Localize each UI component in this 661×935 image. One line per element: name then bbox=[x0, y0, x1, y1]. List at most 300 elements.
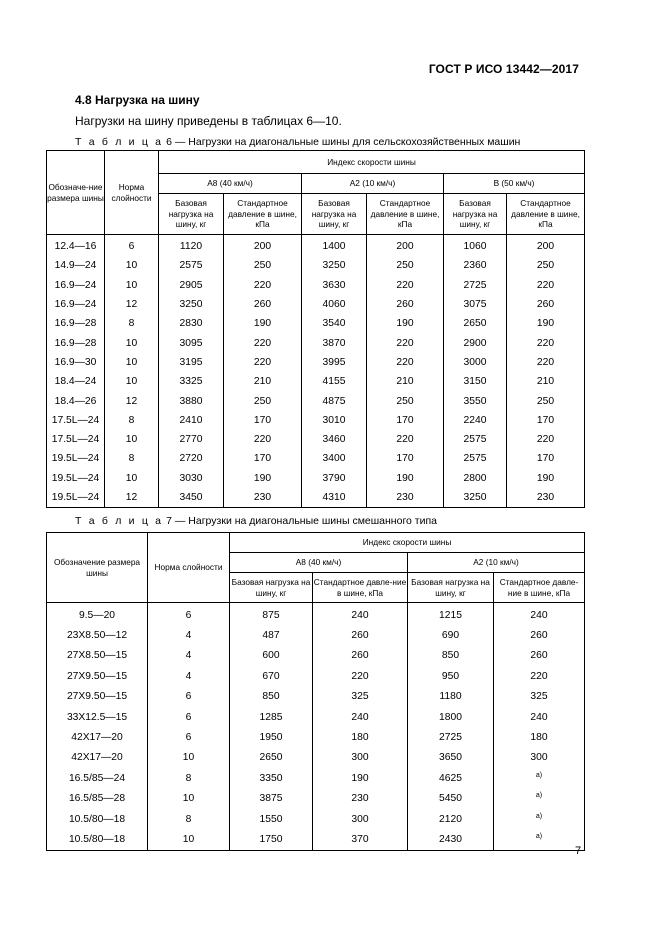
table-cell bbox=[159, 372, 224, 391]
table7-caption-prefix: Т а б л и ц а bbox=[75, 515, 164, 527]
cell-value: 10 bbox=[125, 434, 138, 446]
table-cell bbox=[313, 829, 408, 850]
table-row bbox=[47, 430, 585, 449]
cell-value: 4625 bbox=[439, 772, 462, 784]
table-cell bbox=[224, 235, 302, 257]
cell-value: 260 bbox=[351, 630, 369, 642]
cell-value: 325 bbox=[351, 691, 369, 703]
table-cell bbox=[313, 748, 408, 768]
cell-value: 600 bbox=[262, 650, 280, 662]
cell-value: 6 bbox=[128, 241, 135, 253]
table-cell bbox=[148, 603, 230, 626]
cell-value: 1215 bbox=[439, 609, 462, 621]
table-cell bbox=[159, 449, 224, 468]
table-row bbox=[47, 295, 585, 314]
table-cell bbox=[507, 411, 585, 430]
table-cell bbox=[159, 256, 224, 275]
table-row bbox=[47, 488, 585, 508]
cell-value: 2575 bbox=[463, 453, 487, 465]
table-cell bbox=[47, 256, 105, 275]
cell-value: 850 bbox=[441, 650, 460, 662]
table-cell bbox=[47, 488, 105, 508]
table-cell bbox=[444, 488, 507, 508]
table-cell bbox=[148, 727, 230, 747]
table-cell bbox=[494, 727, 585, 747]
footnote-mark: а) bbox=[535, 771, 543, 779]
cell-value: 260 bbox=[530, 650, 548, 662]
table-cell bbox=[444, 333, 507, 352]
table-cell bbox=[313, 789, 408, 809]
table-row bbox=[47, 276, 585, 295]
cell-value: 170 bbox=[253, 453, 272, 465]
table-cell bbox=[367, 430, 444, 449]
cell-value: 1400 bbox=[322, 241, 346, 253]
table-cell bbox=[47, 748, 148, 768]
table6-caption-text: 6 — Нагрузки на диагональные шины для сельскохозяйственных машин bbox=[163, 136, 521, 148]
footnote-mark: а) bbox=[535, 832, 543, 840]
cell-value: 487 bbox=[262, 630, 280, 642]
table-cell bbox=[408, 809, 494, 829]
table-cell bbox=[313, 625, 408, 645]
table-cell bbox=[367, 256, 444, 275]
table-cell bbox=[148, 625, 230, 645]
cell-value: 2830 bbox=[179, 318, 203, 330]
table-cell bbox=[494, 646, 585, 666]
table-cell bbox=[159, 353, 224, 372]
table6-speed-index-header: Индекс скорости шины bbox=[159, 151, 585, 174]
table-cell bbox=[105, 235, 159, 257]
cell-value: 10 bbox=[125, 376, 138, 388]
table-cell bbox=[224, 391, 302, 410]
table7-pressure-header: Стандартное давле-ние в шине, кПа bbox=[313, 573, 408, 603]
cell-value: 3630 bbox=[322, 279, 346, 291]
table-cell bbox=[367, 314, 444, 333]
table-cell bbox=[159, 333, 224, 352]
table7-speed-index-header: Индекс скорости шины bbox=[230, 533, 585, 553]
table-cell bbox=[148, 789, 230, 809]
cell-value: 6 bbox=[185, 691, 192, 703]
table-cell bbox=[47, 687, 148, 707]
table-cell bbox=[367, 276, 444, 295]
cell-value: 260 bbox=[396, 299, 414, 311]
table-cell bbox=[367, 411, 444, 430]
cell-value: 190 bbox=[351, 772, 369, 784]
cell-value: 250 bbox=[396, 395, 414, 407]
table-cell bbox=[159, 314, 224, 333]
table-cell bbox=[47, 314, 105, 333]
table-cell bbox=[367, 235, 444, 257]
cell-value: 1285 bbox=[259, 711, 283, 723]
table6-group-header: А2 (10 км/ч) bbox=[302, 174, 444, 194]
table7-caption bbox=[75, 515, 437, 527]
cell-value: 17.5L—24 bbox=[51, 414, 100, 426]
cell-value: 250 bbox=[253, 260, 272, 272]
cell-value: 170 bbox=[536, 453, 555, 465]
table-row bbox=[47, 748, 585, 768]
cell-value: 1180 bbox=[439, 691, 462, 703]
cell-value: 16.5/85—28 bbox=[68, 793, 126, 805]
table6-ply-header: Норма слойности bbox=[105, 151, 159, 235]
table-row bbox=[47, 646, 585, 666]
table-cell bbox=[367, 391, 444, 410]
cell-value: 210 bbox=[253, 376, 272, 388]
section-title: 4.8 Нагрузка на шину bbox=[75, 93, 200, 107]
table-cell bbox=[224, 469, 302, 488]
cell-value: 14.9—24 bbox=[54, 260, 97, 272]
table-row bbox=[47, 809, 585, 829]
table-cell bbox=[224, 353, 302, 372]
cell-value: 10.5/80—18 bbox=[68, 813, 126, 825]
table-cell bbox=[47, 603, 148, 626]
cell-value: 3195 bbox=[179, 356, 203, 368]
cell-value: 16.9—24 bbox=[54, 279, 97, 291]
table-row bbox=[47, 727, 585, 747]
table-cell bbox=[105, 295, 159, 314]
cell-value: 1950 bbox=[259, 732, 283, 744]
table-row bbox=[47, 256, 585, 275]
cell-value: 220 bbox=[396, 356, 414, 368]
table-cell bbox=[302, 411, 367, 430]
table-cell bbox=[367, 469, 444, 488]
table6-pressure-header: Стандартное давление в шине, кПа bbox=[224, 194, 302, 235]
cell-value: 3995 bbox=[322, 356, 346, 368]
table-row bbox=[47, 411, 585, 430]
table-cell bbox=[148, 707, 230, 727]
table-row bbox=[47, 707, 585, 727]
cell-value: 2725 bbox=[463, 279, 487, 291]
table-cell bbox=[494, 768, 585, 788]
table-cell bbox=[408, 687, 494, 707]
cell-value: 260 bbox=[253, 299, 272, 311]
cell-value: 3250 bbox=[463, 492, 487, 503]
cell-value: 16.5/85—24 bbox=[68, 772, 126, 784]
table-cell bbox=[47, 469, 105, 488]
cell-value: 3030 bbox=[179, 472, 203, 484]
cell-value: 3350 bbox=[259, 772, 283, 784]
table-row bbox=[47, 469, 585, 488]
cell-value: 2900 bbox=[463, 337, 487, 349]
table-cell bbox=[444, 391, 507, 410]
table-cell bbox=[302, 353, 367, 372]
cell-value: 10 bbox=[182, 752, 195, 764]
cell-value: 875 bbox=[262, 609, 280, 621]
cell-value: 220 bbox=[536, 279, 555, 291]
table-row bbox=[47, 603, 585, 626]
cell-value: 2650 bbox=[259, 752, 283, 764]
table-cell bbox=[47, 295, 105, 314]
table-cell bbox=[494, 687, 585, 707]
table-cell bbox=[367, 449, 444, 468]
table-cell bbox=[507, 449, 585, 468]
cell-value: 230 bbox=[351, 793, 369, 805]
table-cell bbox=[507, 276, 585, 295]
cell-value: 3250 bbox=[322, 260, 346, 272]
table-cell bbox=[47, 333, 105, 352]
table-cell bbox=[105, 256, 159, 275]
table-cell bbox=[47, 391, 105, 410]
table-cell bbox=[494, 625, 585, 645]
cell-value: 170 bbox=[396, 453, 414, 465]
cell-value: 2410 bbox=[179, 414, 203, 426]
table-cell bbox=[224, 411, 302, 430]
cell-value: 4060 bbox=[322, 299, 346, 311]
table-cell bbox=[507, 353, 585, 372]
table-cell bbox=[507, 314, 585, 333]
cell-value: 2120 bbox=[439, 813, 462, 825]
cell-value: 240 bbox=[530, 711, 548, 723]
cell-value: 18.4—24 bbox=[54, 376, 97, 388]
table-cell bbox=[105, 469, 159, 488]
table-cell bbox=[224, 372, 302, 391]
table-cell bbox=[507, 488, 585, 508]
cell-value: 3250 bbox=[179, 299, 203, 311]
table-cell bbox=[230, 727, 313, 747]
table-cell bbox=[47, 372, 105, 391]
cell-value: 3325 bbox=[179, 376, 203, 388]
cell-value: 220 bbox=[536, 434, 555, 446]
table-cell bbox=[507, 333, 585, 352]
cell-value: 12.4—16 bbox=[54, 241, 97, 253]
cell-value: 3875 bbox=[259, 793, 283, 805]
cell-value: 1800 bbox=[439, 711, 462, 723]
table7-ply-header: Норма слойности bbox=[148, 533, 230, 603]
cell-value: 240 bbox=[351, 609, 369, 621]
table-cell bbox=[302, 256, 367, 275]
cell-value: 220 bbox=[396, 434, 414, 446]
table-row bbox=[47, 353, 585, 372]
table-cell bbox=[507, 235, 585, 257]
table-cell bbox=[313, 707, 408, 727]
table-cell bbox=[224, 430, 302, 449]
cell-value: 230 bbox=[536, 492, 555, 503]
cell-value: 260 bbox=[351, 650, 369, 662]
cell-value: 2720 bbox=[179, 453, 203, 465]
table-cell bbox=[302, 235, 367, 257]
table-cell bbox=[230, 666, 313, 686]
table-row bbox=[47, 768, 585, 788]
page-number: 7 bbox=[575, 845, 582, 857]
cell-value: 220 bbox=[351, 670, 369, 682]
cell-value: 42X17—20 bbox=[71, 752, 123, 764]
table-cell bbox=[408, 748, 494, 768]
cell-value: 170 bbox=[536, 414, 555, 426]
table6-pressure-header: Стандартное давление в шине, кПа bbox=[507, 194, 585, 235]
cell-value: 23X8.50—12 bbox=[66, 630, 128, 642]
table-cell bbox=[105, 411, 159, 430]
cell-value: 200 bbox=[396, 241, 414, 253]
cell-value: 3880 bbox=[179, 395, 203, 407]
cell-value: 250 bbox=[253, 395, 272, 407]
table-cell bbox=[313, 666, 408, 686]
cell-value: 3400 bbox=[322, 453, 346, 465]
cell-value: 2575 bbox=[463, 434, 487, 446]
table7 bbox=[46, 532, 585, 851]
table-cell bbox=[408, 789, 494, 809]
table-row bbox=[47, 314, 585, 333]
cell-value: 1120 bbox=[179, 241, 203, 253]
table6 bbox=[46, 150, 585, 508]
table7-load-header: Базовая нагрузка на шину, кг bbox=[408, 573, 494, 603]
cell-value: 1060 bbox=[463, 241, 487, 253]
table7-group-header: А8 (40 км/ч) bbox=[230, 553, 408, 573]
cell-value: 12 bbox=[125, 299, 138, 311]
table-cell bbox=[105, 333, 159, 352]
cell-value: 220 bbox=[253, 337, 272, 349]
table-cell bbox=[224, 295, 302, 314]
cell-value: 3460 bbox=[322, 434, 346, 446]
table-cell bbox=[367, 353, 444, 372]
table-cell bbox=[444, 411, 507, 430]
cell-value: 220 bbox=[396, 279, 414, 291]
table7-load-header: Базовая нагрузка на шину, кг bbox=[230, 573, 313, 603]
table-cell bbox=[148, 829, 230, 850]
cell-value: 240 bbox=[530, 609, 548, 621]
table6-load-header: Базовая нагрузка на шину, кг bbox=[302, 194, 367, 235]
table-cell bbox=[230, 748, 313, 768]
cell-value: 6 bbox=[185, 609, 192, 621]
cell-value: 370 bbox=[351, 833, 369, 845]
cell-value: 3650 bbox=[439, 752, 462, 764]
cell-value: 10 bbox=[125, 260, 138, 272]
table-cell bbox=[47, 768, 148, 788]
table-cell bbox=[230, 789, 313, 809]
table-cell bbox=[105, 276, 159, 295]
cell-value: 4875 bbox=[322, 395, 346, 407]
table-cell bbox=[367, 488, 444, 508]
cell-value: 10.5/80—18 bbox=[68, 833, 126, 845]
table-cell bbox=[302, 295, 367, 314]
table-cell bbox=[47, 411, 105, 430]
table-cell bbox=[230, 829, 313, 850]
cell-value: 19.5L—24 bbox=[51, 453, 100, 465]
table6-load-header: Базовая нагрузка на шину, кг bbox=[159, 194, 224, 235]
cell-value: 220 bbox=[536, 356, 555, 368]
table-cell bbox=[408, 646, 494, 666]
table-row bbox=[47, 625, 585, 645]
table-cell bbox=[313, 768, 408, 788]
table-cell bbox=[230, 687, 313, 707]
cell-value: 220 bbox=[396, 337, 414, 349]
table-row bbox=[47, 235, 585, 257]
cell-value: 850 bbox=[262, 691, 280, 703]
cell-value: 3150 bbox=[463, 376, 487, 388]
table-cell bbox=[105, 449, 159, 468]
cell-value: 220 bbox=[530, 670, 548, 682]
cell-value: 2800 bbox=[463, 472, 487, 484]
footnote-mark: а) bbox=[535, 812, 543, 820]
table-cell bbox=[313, 687, 408, 707]
table-cell bbox=[159, 411, 224, 430]
cell-value: 27X9.50—15 bbox=[66, 691, 128, 703]
cell-value: 3010 bbox=[322, 414, 346, 426]
table-row bbox=[47, 372, 585, 391]
table-cell bbox=[224, 333, 302, 352]
table-cell bbox=[408, 625, 494, 645]
table-cell bbox=[444, 372, 507, 391]
table-cell bbox=[367, 333, 444, 352]
table-cell bbox=[313, 646, 408, 666]
table-cell bbox=[148, 646, 230, 666]
cell-value: 10 bbox=[125, 472, 138, 484]
cell-value: 3540 bbox=[322, 318, 346, 330]
table-cell bbox=[159, 235, 224, 257]
cell-value: 3550 bbox=[463, 395, 487, 407]
cell-value: 170 bbox=[253, 414, 272, 426]
cell-value: 190 bbox=[536, 472, 555, 484]
cell-value: 10 bbox=[125, 337, 138, 349]
cell-value: 190 bbox=[536, 318, 555, 330]
table7-group-header: А2 (10 км/ч) bbox=[408, 553, 585, 573]
table-cell bbox=[302, 430, 367, 449]
cell-value: 325 bbox=[530, 691, 548, 703]
cell-value: 3000 bbox=[463, 356, 487, 368]
table-cell bbox=[47, 789, 148, 809]
table-cell bbox=[494, 789, 585, 809]
cell-value: 10 bbox=[125, 356, 138, 368]
cell-value: 950 bbox=[441, 670, 460, 682]
table-cell bbox=[159, 469, 224, 488]
cell-value: 200 bbox=[536, 241, 555, 253]
cell-value: 1550 bbox=[259, 813, 283, 825]
table-cell bbox=[230, 625, 313, 645]
cell-value: 230 bbox=[253, 492, 272, 503]
cell-value: 12 bbox=[125, 395, 138, 407]
cell-value: 3790 bbox=[322, 472, 346, 484]
table-cell bbox=[47, 646, 148, 666]
table-cell bbox=[230, 603, 313, 626]
cell-value: 12 bbox=[125, 492, 138, 503]
table-cell bbox=[494, 809, 585, 829]
table-cell bbox=[507, 256, 585, 275]
table6-size-header: Обозначе-ние размера шины bbox=[47, 151, 105, 235]
cell-value: 250 bbox=[536, 260, 555, 272]
table-cell bbox=[47, 809, 148, 829]
cell-value: 2360 bbox=[463, 260, 487, 272]
table-cell bbox=[444, 430, 507, 449]
table-cell bbox=[224, 256, 302, 275]
cell-value: 10 bbox=[182, 793, 195, 805]
cell-value: 10 bbox=[125, 279, 138, 291]
table-cell bbox=[148, 687, 230, 707]
table-cell bbox=[444, 353, 507, 372]
cell-value: 19.5L—24 bbox=[51, 492, 100, 503]
cell-value: 4155 bbox=[322, 376, 346, 388]
table-cell bbox=[494, 707, 585, 727]
cell-value: 2725 bbox=[439, 732, 462, 744]
table-cell bbox=[444, 276, 507, 295]
cell-value: 10 bbox=[182, 833, 195, 845]
cell-value: 9.5—20 bbox=[78, 609, 116, 621]
cell-value: 300 bbox=[530, 752, 548, 764]
table-cell bbox=[507, 391, 585, 410]
cell-value: 2905 bbox=[179, 279, 203, 291]
table-cell bbox=[159, 430, 224, 449]
table6-body bbox=[47, 235, 585, 508]
table-cell bbox=[507, 295, 585, 314]
table-cell bbox=[105, 430, 159, 449]
cell-value: 300 bbox=[351, 752, 369, 764]
cell-value: 18.4—26 bbox=[54, 395, 97, 407]
cell-value: 190 bbox=[253, 318, 272, 330]
footnote-mark: а) bbox=[535, 792, 543, 800]
cell-value: 2650 bbox=[463, 318, 487, 330]
table-cell bbox=[507, 372, 585, 391]
table-row bbox=[47, 333, 585, 352]
cell-value: 8 bbox=[128, 318, 135, 330]
table6-group-header: А8 (40 км/ч) bbox=[159, 174, 302, 194]
table-cell bbox=[444, 235, 507, 257]
table-cell bbox=[148, 666, 230, 686]
